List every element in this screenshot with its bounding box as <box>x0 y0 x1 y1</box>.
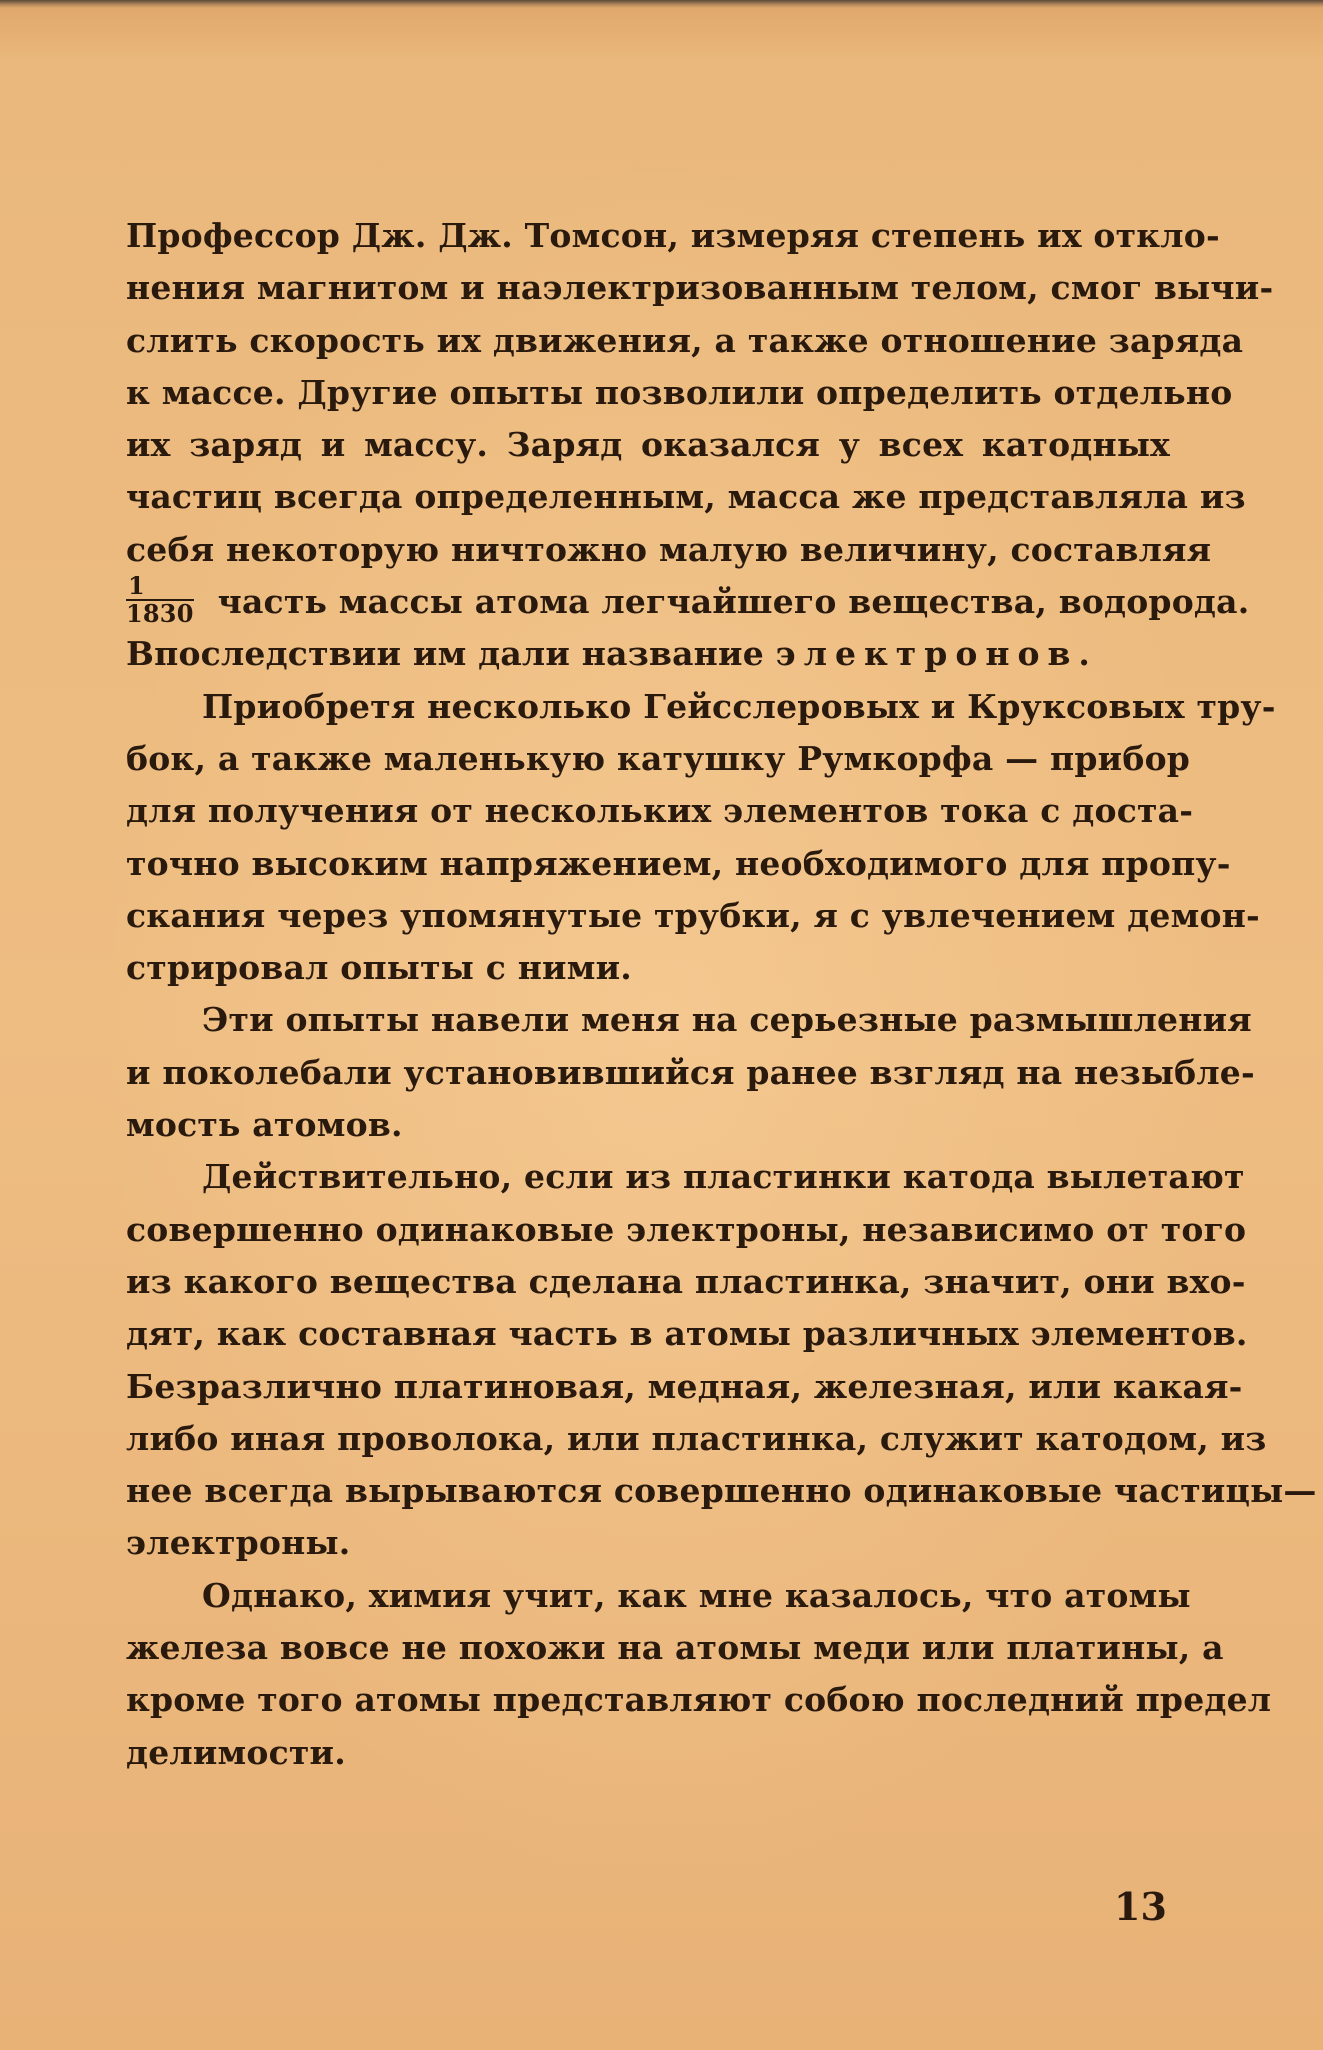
electrons-term: электронов. <box>775 634 1098 674</box>
text-line: себя некоторую ничтожно малую величину, составляя <box>126 529 1212 569</box>
text-line: бок, а также маленькую катушку Румкорфа — прибор <box>126 738 1191 778</box>
text-line: совершенно одинаковые электроны, независимо от того <box>126 1209 1247 1249</box>
text-line: либо иная проволока, или пластинка, служит катодом, из <box>126 1418 1267 1458</box>
page-number: 13 <box>1114 1884 1167 1929</box>
text-line: для получения от нескольких элементов тока с доста- <box>126 791 1194 831</box>
page-text <box>126 210 1317 1779</box>
electrons-prefix: Впоследствии им дали название <box>126 634 764 674</box>
text-line: делимости. <box>126 1732 346 1772</box>
text-line: Однако, химия учит, как мне казалось, что атомы <box>202 1575 1191 1615</box>
text-line: точно высоким напряжением, необходимого для пропу- <box>126 843 1231 883</box>
fraction <box>126 573 194 627</box>
fraction-denominator: 1830 <box>126 599 194 629</box>
fraction-numerator: 1 <box>126 573 194 601</box>
text-line: Действительно, если из пластинки катода вылетают <box>202 1157 1245 1197</box>
text-line: кроме того атомы представляют собою последний предел <box>126 1680 1272 1720</box>
text-line: и поколебали установившийся ранее взгляд на незыбле- <box>126 1052 1255 1092</box>
text-line: мость атомов. <box>126 1105 403 1145</box>
text-line: их заряд и массу. Заряд оказался у всех катодных <box>126 425 1170 465</box>
text-line-electrons <box>126 628 1170 680</box>
text-line: нее всегда вырываются совершенно одинаковые частицы— <box>126 1471 1317 1511</box>
text-line: скания через упомянутые трубки, я с увлечением демон- <box>126 895 1260 935</box>
text-line: частиц всегда определенным, масса же представляла из <box>126 477 1246 517</box>
text-line: железа вовсе не похожи на атомы меди или платины, а <box>126 1628 1224 1668</box>
page-top-edge <box>0 0 1323 8</box>
fraction-text-line <box>126 571 1250 629</box>
fraction-line-rest: часть массы атома легчайшего вещества, водорода. <box>217 582 1250 622</box>
text-line: Эти опыты навели меня на серьезные размышления <box>202 1000 1252 1040</box>
text-line: Приобретя несколько Гейсслеровых и Круксовых тру- <box>202 686 1276 726</box>
text-line: из какого вещества сделана пластинка, значит, они вхо- <box>126 1261 1246 1301</box>
text-line: электроны. <box>126 1523 351 1563</box>
text-line: стрировал опыты с ними. <box>126 948 632 988</box>
text-line: к массе. Другие опыты позволили определить отдельно <box>126 372 1233 412</box>
text-line: Профессор Дж. Дж. Томсон, измеряя степень их откло- <box>126 216 1220 255</box>
text-line: нения магнитом и наэлектризованным телом, смог вычи- <box>126 268 1274 308</box>
text-line: дят, как составная часть в атомы различных элементов. <box>126 1314 1248 1354</box>
text-line: Безразлично платиновая, медная, железная, или какая- <box>126 1366 1243 1406</box>
text-line: слить скорость их движения, а также отношение заряда <box>126 320 1244 360</box>
